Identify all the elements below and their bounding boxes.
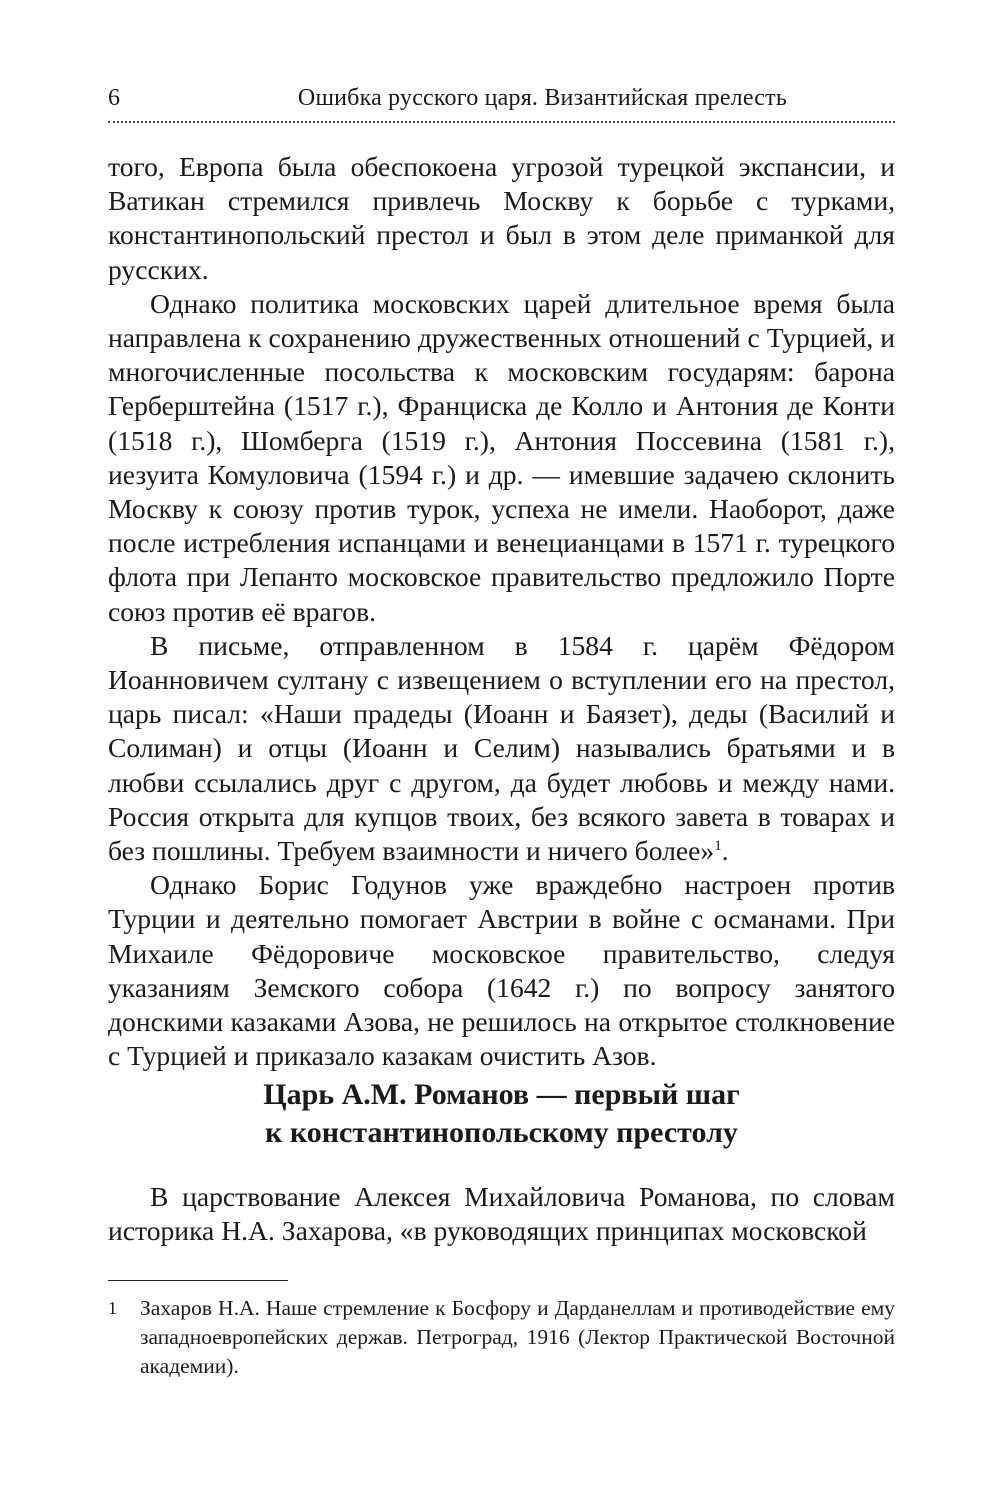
section-heading-line: Царь А.М. Романов — первый шаг (263, 1078, 740, 1111)
section-heading-line: к константинопольскому престолу (265, 1116, 738, 1149)
section-heading (108, 1076, 895, 1152)
paragraph: Однако Борис Годунов уже враждебно настроен против Турции и деятельно помогает Австрии в войне с османами. При Михаиле Фёдоровиче московское правительство, следуя указаниям Земского собора (1642 г.) по вопросу занятого донскими казаками Азова, не решилось на открытое столкновение с Турцией и приказало казакам очистить Азов. (108, 869, 895, 1072)
paragraph-with-note (108, 629, 895, 868)
paragraph: В царствование Алексея Михайловича Романова, по словам историка Н.А. Захарова, «в руководящих принципах московской (108, 1181, 895, 1247)
footnote-text: Захаров Н.А. Наше стремление к Босфору и Дарданеллам и противодействие ему западноевропейских держав. Петроград, 1916 (Лектор Практической Восточной академии). (140, 1296, 895, 1378)
footnote-reference[interactable]: 1 (714, 837, 722, 854)
page-number: 6 (108, 85, 120, 111)
main-text (108, 150, 895, 1073)
section-text (108, 1180, 895, 1248)
running-title: Ошибка русского царя. Византийская прелесть (297, 85, 787, 111)
paragraph: Однако политика московских царей длительное время была направлена к сохранению дружественных отношений с Турцией, и многочисленные посольства к московским государям: барона Герберштейна (1517 г.), Франциска де Колло и Антония де Конти (1518 г.), Шомберга (1519 г.), Антония Поссевина (1581 г.), иезуита Комуловича (1594 г.) и др. — имевшие задачею склонить Москву к союзу против турок, успеха не имели. Наоборот, даже после истребления испанцами и венецианцами в 1571 г. турецкого флота при Лепанто московское правительство предложило Порте союз против её врагов. (108, 287, 895, 627)
running-head (108, 80, 895, 116)
paragraph-text: В письме, отправленном в 1584 г. царём Фёдором Иоанновичем султану с извещением о вступлении его на престол, царь писал: «Наши прадеды (Иоанн и Баязет), деды (Василий и Солиман) и отцы (Иоанн и Селим) назывались братьями и в любви ссылались друг с другом, да будет любовь и между нами. Россия открыта для купцов твоих, без всякого завета в товарах и без пошлины. Требуем взаимности и ничего более» (108, 629, 895, 867)
footnote (108, 1294, 895, 1381)
footnote-rule (108, 1280, 288, 1281)
paragraph-continued: того, Европа была обеспокоена угрозой турецкой экспансии, и Ватикан стремился привлечь Москву к борьбе с турками, константинопольский престол и был в этом деле приманкой для русских. (108, 151, 895, 285)
header-dotted-rule (108, 121, 895, 123)
footnote-mark: 1 (108, 1298, 117, 1318)
paragraph-end-punctuation: . (721, 835, 729, 867)
